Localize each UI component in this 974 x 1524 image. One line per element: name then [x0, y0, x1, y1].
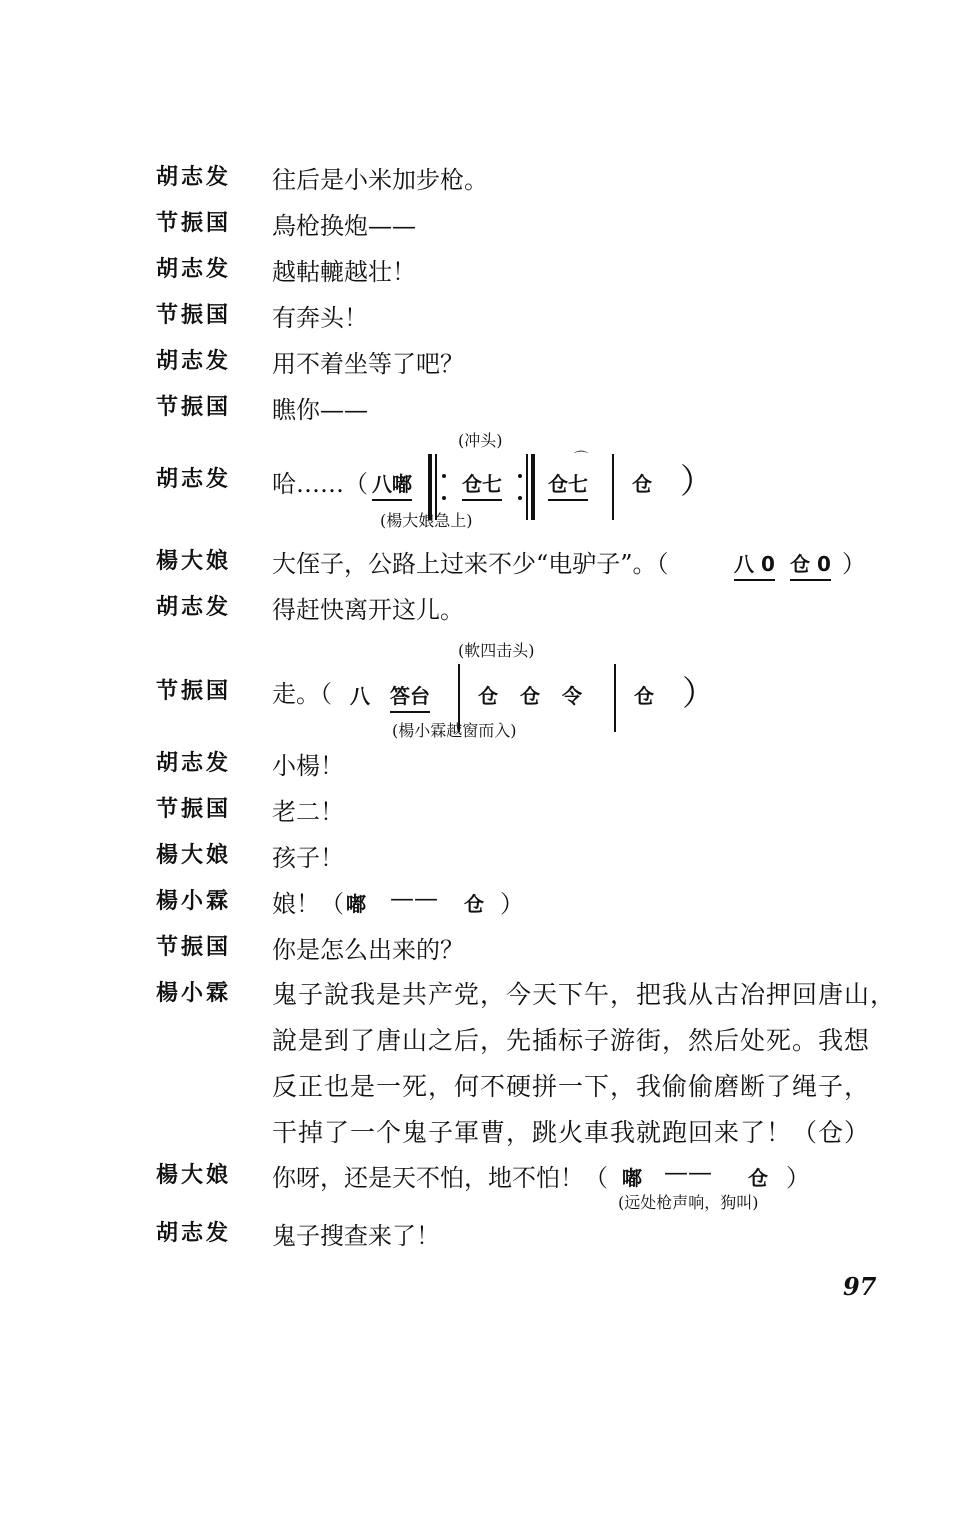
speaker-name: 楊大娘 [156, 843, 232, 868]
dialogue-text: 娘！（ [272, 890, 344, 918]
closing-paren: ） [842, 550, 866, 578]
dialogue-text: 用不着坐等了吧？ [272, 350, 464, 378]
stage-direction-below: (楊大娘急上) [380, 511, 473, 530]
repeat-dot [442, 496, 446, 500]
stage-direction-above: (冲头) [458, 431, 503, 450]
repeat-dot [442, 474, 446, 478]
dialogue-text: 得赶快离开这儿。 [272, 596, 464, 624]
percussion-token: 仓 [632, 472, 652, 496]
percussion-token: 仓七 [462, 468, 502, 501]
dialogue-text: 越軲轆越壮！ [272, 258, 416, 286]
speaker-name: 节振国 [156, 679, 232, 704]
speaker-name: 楊小霖 [156, 889, 232, 914]
repeat-dot [518, 474, 522, 478]
closing-paren: ） [786, 1164, 810, 1192]
percussion-cue [0, 634, 974, 744]
dialogue-text: 孩子！ [272, 844, 344, 872]
speech-line: 鬼子說我是共产党，今天下午，把我从古冶押回唐山， [272, 980, 897, 1009]
speaker-name: 楊大娘 [156, 1163, 232, 1188]
stage-direction-above: (軟四击头) [458, 641, 535, 660]
speaker-name: 胡志发 [156, 349, 232, 374]
speaker-name: 胡志发 [156, 595, 232, 620]
closing-paren: ） [682, 674, 716, 714]
closing-paren: ） [500, 890, 524, 918]
dialogue-text: 大侄子，公路上过来不少“电驴子”。（ [272, 550, 669, 578]
bar-line [614, 664, 616, 732]
speaker-name: 胡志发 [156, 751, 232, 776]
dialogue-text: 鳥枪换炮—— [272, 212, 416, 240]
percussion-token: 八嘟 [372, 468, 412, 501]
page-number: 97 [843, 1272, 877, 1301]
speaker-name: 节振国 [156, 211, 232, 236]
dialogue-text: 有奔头！ [272, 304, 368, 332]
fermata-icon: ⌒ [574, 451, 588, 467]
repeat-bar [531, 454, 535, 520]
percussion-token: 八 0 [734, 548, 775, 581]
speaker-name: 节振国 [156, 303, 232, 328]
percussion-token: 令 [562, 684, 582, 708]
speaker-name: 节振国 [156, 395, 232, 420]
dialogue-text: 哈……（ [272, 470, 368, 498]
speaker-name: 胡志发 [156, 1221, 232, 1246]
dialogue-text: 走。（ [272, 680, 332, 708]
speaker-name: 胡志发 [156, 165, 232, 190]
speaker-name: 胡志发 [156, 467, 232, 492]
dialogue-text: 往后是小米加步枪。 [272, 166, 488, 194]
closing-paren: ） [680, 462, 714, 502]
speech-line: 說是到了唐山之后，先插标子游街，然后处死。我想 [272, 1026, 871, 1055]
speaker-name: 节振国 [156, 935, 232, 960]
percussion-token: 仓 [464, 892, 484, 916]
speech-paragraph [272, 972, 912, 1156]
speaker-name: 胡志发 [156, 257, 232, 282]
dialogue-text: 鬼子搜查来了！ [272, 1222, 440, 1250]
percussion-token: 仓 [634, 684, 654, 708]
percussion-token: 仓 [748, 1166, 768, 1190]
dialogue-text: 你是怎么出来的？ [272, 936, 464, 964]
percussion-token: 仓 [478, 684, 498, 708]
percussion-token: 答台 [390, 680, 430, 713]
speaker-name: 楊小霖 [156, 981, 232, 1006]
percussion-token: 八 [350, 684, 370, 708]
dash: —— [390, 884, 438, 912]
dialogue-text: 小楊！ [272, 752, 344, 780]
dash: —— [664, 1158, 712, 1186]
stage-direction-below: (远处枪声响，狗叫) [618, 1193, 759, 1212]
repeat-bar [526, 454, 528, 520]
percussion-cue [0, 424, 974, 534]
stage-direction-below: (楊小霖越窗而入) [392, 721, 517, 740]
bar-line [612, 454, 614, 520]
speech-line: 干掉了一个鬼子軍曹，跳火車我就跑回来了！（仓） [272, 1118, 871, 1147]
dialogue-text: 老二！ [272, 798, 344, 826]
percussion-token: 仓 [520, 684, 540, 708]
speaker-name: 节振国 [156, 797, 232, 822]
percussion-token: 嘟 [622, 1166, 642, 1190]
percussion-token: 嘟 [346, 892, 366, 916]
speaker-name: 楊大娘 [156, 549, 232, 574]
percussion-token: 仓七 [548, 468, 588, 501]
dialogue-text: 瞧你—— [272, 396, 368, 424]
dialogue-text: 你呀，还是天不怕，地不怕！（ [272, 1164, 608, 1192]
repeat-dot [518, 496, 522, 500]
percussion-token: 仓 0 [790, 548, 831, 581]
speech-line: 反正也是一死，何不硬拼一下，我偷偷磨断了绳子， [272, 1072, 871, 1101]
